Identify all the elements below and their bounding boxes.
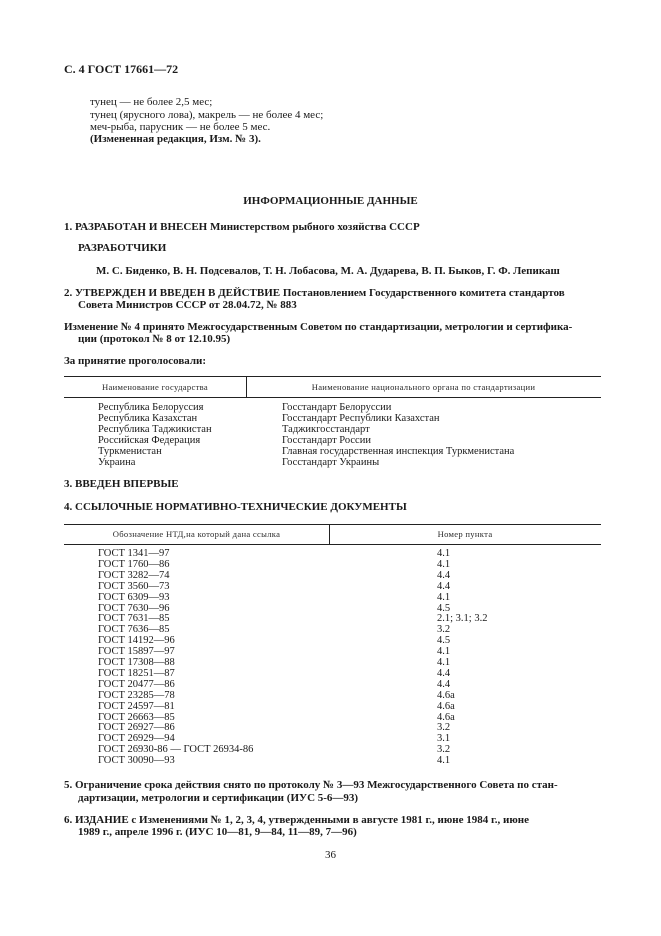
ref-document: ГОСТ 7631—85 [98,613,170,625]
item-3: 3. ВВЕДЕН ВПЕРВЫЕ [64,478,179,490]
voting-state: Республика Таджикистан [98,424,212,435]
ref-document: ГОСТ 26927—86 [98,722,175,734]
voting-body: Госстандарт Белоруссии [282,402,392,413]
item-4: 4. ССЫЛОЧНЫЕ НОРМАТИВНО-ТЕХНИЧЕСКИЕ ДОКУМЕНТЫ [64,501,407,513]
ref-clause: 4.1 [437,657,451,668]
voting-state: Российская Федерация [98,435,201,446]
table-rule [64,376,601,377]
voted-label: За принятие проголосовали: [64,355,207,367]
item-1-label: 1. РАЗРАБОТАН И ВНЕСЕН [64,221,208,233]
ref-clause: 4.5 [437,602,451,614]
voting-state: Республика Казахстан [98,413,198,424]
ref-clause: 4.1 [437,755,451,767]
developers-label: РАЗРАБОТЧИКИ [78,242,167,254]
ref-document: ГОСТ 30090—93 [98,755,175,767]
item-6-line-1: 6. ИЗДАНИЕ с Изменениями № 1, 2, 3, 4, утвержденными в августе 1981 г., июне 1984 г., июне [64,814,529,826]
ref-clause: 2.1; 3.1; 3.2 [437,613,488,625]
ref-clause: 4.4 [437,580,451,592]
ref-document: ГОСТ 18251—87 [98,667,175,679]
voting-body: Главная государственная инспекция Туркменистана [282,446,515,457]
ref-document: ГОСТ 1341—97 [98,548,170,559]
ref-clause: 4.1 [437,548,451,559]
item-1-text: Министерством рыбного хозяйства СССР [209,221,420,233]
ref-document: ГОСТ 24597—81 [98,700,175,712]
voting-body: Госстандарт России [282,435,371,446]
ref-clause: 4.1 [437,558,451,570]
info-title: ИНФОРМАЦИОННЫЕ ДАННЫЕ [243,195,418,207]
table-rule [64,397,601,398]
ref-document: ГОСТ 7636—85 [98,624,170,636]
ref-clause: 3.1 [437,733,451,745]
continuation-line-1: тунец — не более 2,5 мес; [90,96,213,108]
ref-clause: 3.2 [437,722,451,734]
voting-body: Госстандарт Украины [282,457,380,468]
ref-clause: 4.5 [437,635,451,647]
ref-clause: 4.1 [437,646,451,658]
ref-document: ГОСТ 23285—78 [98,689,175,701]
table-rule [64,544,601,545]
ref-clause: 3.2 [437,624,451,636]
ref-document: ГОСТ 7630—96 [98,602,170,614]
edition-note: (Измененная редакция, Изм. № 3). [90,133,261,145]
continuation-line-2: тунец (ярусного лова), макрель — не более 4 мес; [90,109,324,121]
ref-document: ГОСТ 20477—86 [98,678,175,690]
ref-document: ГОСТ 3282—74 [98,569,170,581]
voting-header-body: Наименование национального органа по стандартизации [311,382,536,392]
item-6-line-2: 1989 г., апреле 1996 г. (ИУС 10—81, 9—84, 11—89, 7—96) [78,826,357,838]
ref-document: ГОСТ 1760—86 [98,558,170,570]
ref-clause: 4.6а [437,689,455,701]
item-5-line-2: дартизации, метрологии и сертификации (ИУС 5-6—93) [78,792,359,804]
voting-state: Украина [98,457,136,468]
continuation-line-3: меч-рыба, парусник — не более 5 мес. [90,121,271,133]
ref-clause: 3.2 [437,744,451,756]
item-2-line-2: Совета Министров СССР от 28.04.72, № 883 [78,299,297,311]
ref-document: ГОСТ 15897—97 [98,646,175,658]
ref-document: ГОСТ 6309—93 [98,591,170,603]
item-1 [64,221,420,233]
ref-document: ГОСТ 26663—85 [98,711,175,723]
voting-body: Таджикгосстандарт [282,424,370,435]
voting-state: Республика Белоруссия [98,402,204,413]
page-number: 36 [325,849,336,861]
refs-header-document: Обозначение НТД,на который дана ссылка [112,529,281,539]
voting-header-state: Наименование государства [102,382,208,392]
item-2-label: 2. УТВЕРЖДЕН И ВВЕДЕН В ДЕЙСТВИЕ [64,287,281,299]
voting-state: Туркменистан [98,446,162,457]
table-rule [64,524,601,525]
amendment-line-1: Изменение № 4 принято Межгосударственным Советом по стандартизации, метрологии и сертифика- [64,321,573,333]
running-head: С. 4 ГОСТ 17661—72 [64,62,179,76]
ref-clause: 4.4 [437,667,451,679]
ref-clause: 4.4 [437,678,451,690]
item-2-line-1 [64,287,565,299]
ref-clause: 4.1 [437,591,451,603]
ref-document: ГОСТ 17308—88 [98,657,175,668]
ref-document: ГОСТ 26929—94 [98,733,175,745]
item-5-line-1: 5. Ограничение срока действия снято по протоколу № 3—93 Межгосударственного Совета по стан- [64,779,558,791]
voting-body: Госстандарт Республики Казахстан [282,413,440,424]
refs-header-clause: Номер пункта [437,529,493,539]
ref-clause: 4.6а [437,700,455,712]
amendment-line-2: ции (протокол № 8 от 12.10.95) [78,333,231,345]
ref-document: ГОСТ 3560—73 [98,580,170,592]
ref-clause: 4.6а [437,711,455,723]
ref-document: ГОСТ 14192—96 [98,635,175,647]
developers-names: М. С. Биденко, В. Н. Подсевалов, Т. Н. Лобасова, М. А. Дударева, В. П. Быков, Г. Ф. Лепикаш [96,265,560,277]
ref-document: ГОСТ 26930-86 — ГОСТ 26934-86 [98,744,254,756]
ref-clause: 4.4 [437,569,451,581]
item-2-text: Постановлением Государственного комитета стандартов [282,287,565,299]
